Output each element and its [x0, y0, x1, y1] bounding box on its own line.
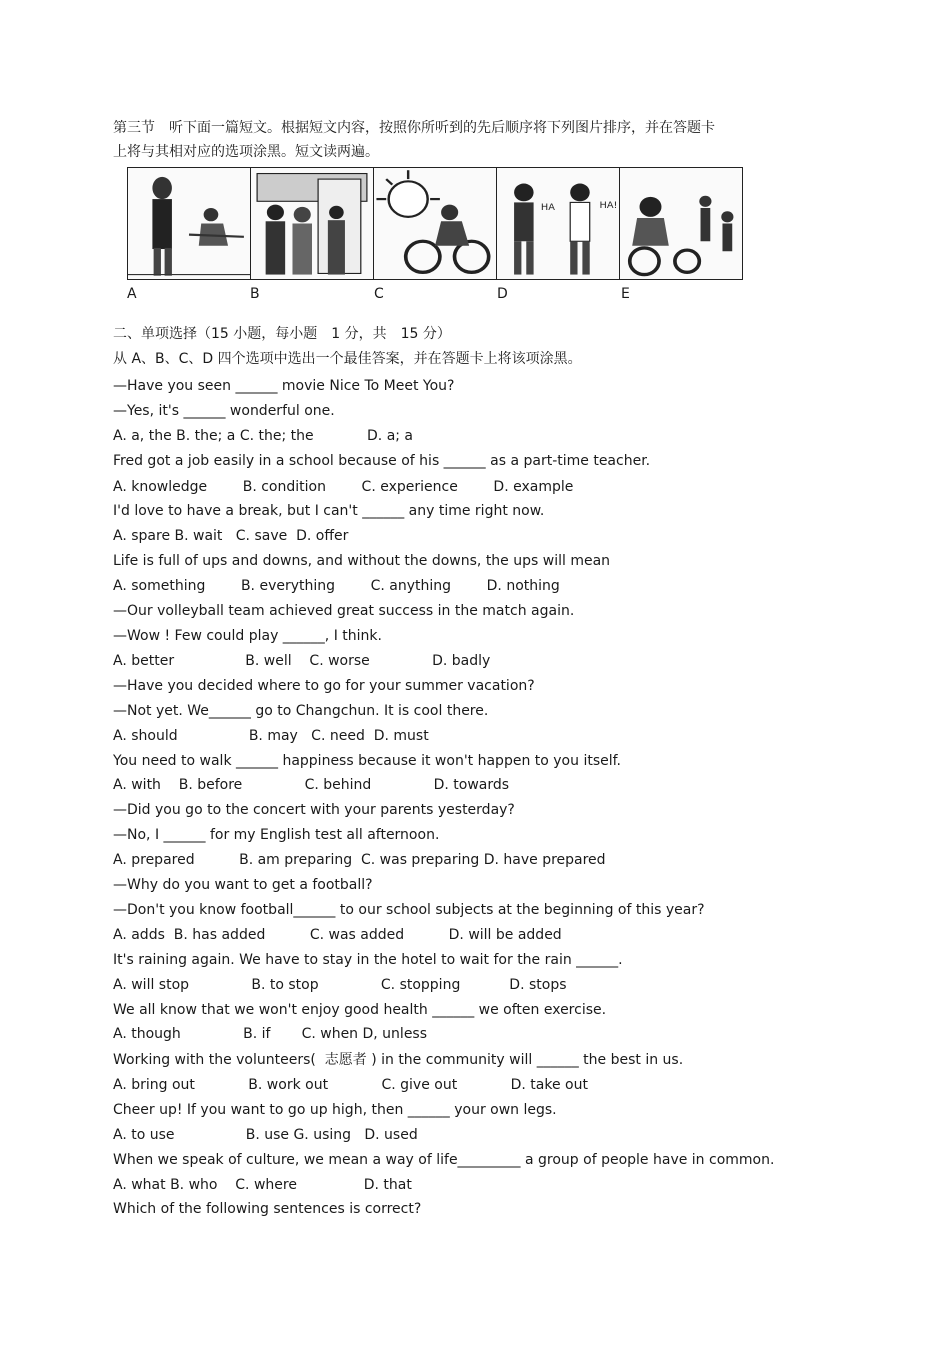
picture-label-b: B [250, 286, 260, 302]
picture-label-e: E [621, 286, 630, 302]
part2-heading: 二、单项选择（15 小题，每小题 1 分，共 15 分） [113, 326, 451, 342]
svg-text:HA!: HA! [599, 200, 618, 211]
picture-label-a: A [127, 286, 137, 302]
options-line: A. a, the B. the; a C. the; the D. a; a [113, 428, 414, 444]
picture-label-d: D [497, 286, 508, 302]
picture-d [497, 168, 620, 279]
question-line: Working with the volunteers( 志愿者 ) in the community will ______ the best in us. [113, 1052, 684, 1068]
options-line: A. will stop B. to stop C. stopping D. stops [113, 977, 567, 993]
question-line: We all know that we won't enjoy good health ______ we often exercise. [113, 1002, 607, 1018]
question-line: —Don't you know football______ to our school subjects at the beginning of this year? [113, 902, 705, 918]
question-line: —No, I ______ for my English test all afternoon. [113, 827, 440, 843]
picture-e [620, 168, 742, 279]
picture-b [251, 168, 374, 279]
question-line: —Have you decided where to go for your summer vacation? [113, 678, 535, 694]
picture-c [374, 168, 497, 279]
picture-a [128, 168, 251, 279]
part2-instruction: 从 A、B、C、D 四个选项中选出一个最佳答案，并在答题卡上将该项涂黑。 [113, 351, 582, 367]
question-line: Which of the following sentences is correct? [113, 1201, 422, 1217]
options-line: A. though B. if C. when D, unless [113, 1026, 428, 1042]
question-line: —Not yet. We______ go to Changchun. It is cool there. [113, 703, 489, 719]
options-line: A. something B. everything C. anything D. nothing [113, 578, 560, 594]
section3-instruction-line1: 第三节 听下面一篇短文。根据短文内容，按照你所听到的先后顺序将下列图片排序，并在答题卡 [113, 120, 715, 136]
question-line: —Why do you want to get a football? [113, 877, 373, 893]
section3-instruction-line2: 上将与其相对应的选项涂黑。短文读两遍。 [113, 144, 379, 160]
options-line: A. to use B. use G. using D. used [113, 1127, 418, 1143]
question-line: It's raining again. We have to stay in the hotel to wait for the rain ______. [113, 952, 623, 968]
options-line: A. bring out B. work out C. give out D. take out [113, 1077, 588, 1093]
options-line: A. with B. before C. behind D. towards [113, 777, 510, 793]
svg-text:HA: HA [540, 202, 555, 214]
question-line: When we speak of culture, we mean a way of life_________ a group of people have in common. [113, 1152, 775, 1168]
question-line: —Have you seen ______ movie Nice To Meet You? [113, 378, 455, 394]
question-line: I'd love to have a break, but I can't ______ any time right now. [113, 503, 545, 519]
question-line: —Yes, it's ______ wonderful one. [113, 403, 335, 419]
options-line: A. prepared B. am preparing C. was preparing D. have prepared [113, 852, 606, 868]
options-line: A. adds B. has added C. was added D. will be added [113, 927, 562, 943]
question-line: —Our volleyball team achieved great success in the match again. [113, 603, 575, 619]
question-line: —Wow ! Few could play ______, I think. [113, 628, 382, 644]
options-line: A. knowledge B. condition C. experience D. example [113, 479, 574, 495]
question-line: Life is full of ups and downs, and without the downs, the ups will mean [113, 553, 611, 569]
question-line: Cheer up! If you want to go up high, then ______ your own legs. [113, 1102, 557, 1118]
options-line: A. should B. may C. need D. must [113, 728, 429, 744]
question-line: Fred got a job easily in a school because of his ______ as a part-time teacher. [113, 453, 651, 469]
question-line: You need to walk ______ happiness because it won't happen to you itself. [113, 753, 621, 769]
picture-strip [127, 167, 743, 280]
picture-label-c: C [374, 286, 384, 302]
options-line: A. spare B. wait C. save D. offer [113, 528, 349, 544]
options-line: A. better B. well C. worse D. badly [113, 653, 491, 669]
question-line: —Did you go to the concert with your parents yesterday? [113, 802, 515, 818]
options-line: A. what B. who C. where D. that [113, 1177, 412, 1193]
